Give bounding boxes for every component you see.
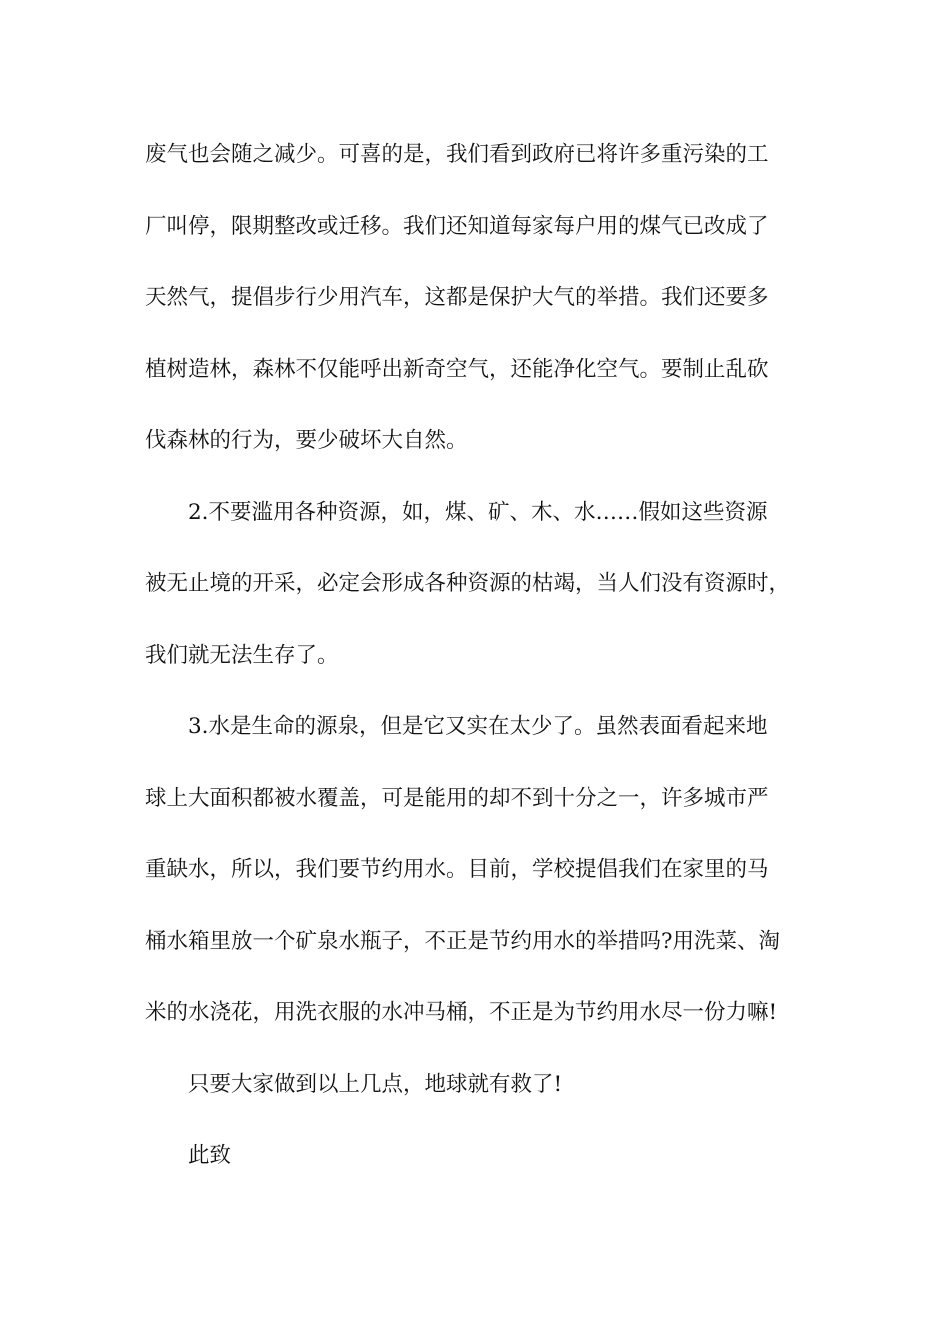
paragraph-1-line-1: 废气也会随之减少。可喜的是，我们看到政府已将许多重污染的工 (145, 142, 769, 167)
item-2-line-2: 被无止境的开采，必定会形成各种资源的枯竭，当人们没有资源时， (145, 571, 791, 596)
paragraph-1-line-4: 植树造林，森林不仅能呼出新奇空气，还能净化空气。要制止乱砍 (145, 357, 769, 382)
item-3-line-1: 3.水是生命的源泉，但是它又实在太少了。虽然表面看起来地 (188, 714, 768, 739)
item-2-line-1: 2.不要滥用各种资源，如，煤、矿、木、水……假如这些资源 (188, 500, 768, 525)
paragraph-1-line-3: 天然气，提倡步行少用汽车，这都是保护大气的举措。我们还要多 (145, 285, 769, 310)
item-3-line-3: 重缺水，所以，我们要节约用水。目前，学校提倡我们在家里的马 (145, 857, 769, 882)
paragraph-1-line-5: 伐森林的行为，要少破坏大自然。 (145, 428, 468, 453)
item-3-line-5: 米的水浇花，用洗衣服的水冲马桶，不正是为节约用水尽一份力嘛! (145, 1000, 778, 1025)
item-3-line-4: 桶水箱里放一个矿泉水瓶子，不正是节约用水的举措吗?用洗菜、淘 (145, 929, 781, 954)
item-3-line-2: 球上大面积都被水覆盖，可是能用的却不到十分之一，许多城市严 (145, 786, 769, 811)
conclusion-line: 只要大家做到以上几点，地球就有救了! (188, 1072, 563, 1097)
paragraph-1-line-2: 厂叫停，限期整改或迁移。我们还知道每家每户用的煤气已改成了 (145, 214, 769, 239)
closing-salutation: 此致 (188, 1143, 232, 1168)
item-2-line-3: 我们就无法生存了。 (145, 643, 339, 668)
